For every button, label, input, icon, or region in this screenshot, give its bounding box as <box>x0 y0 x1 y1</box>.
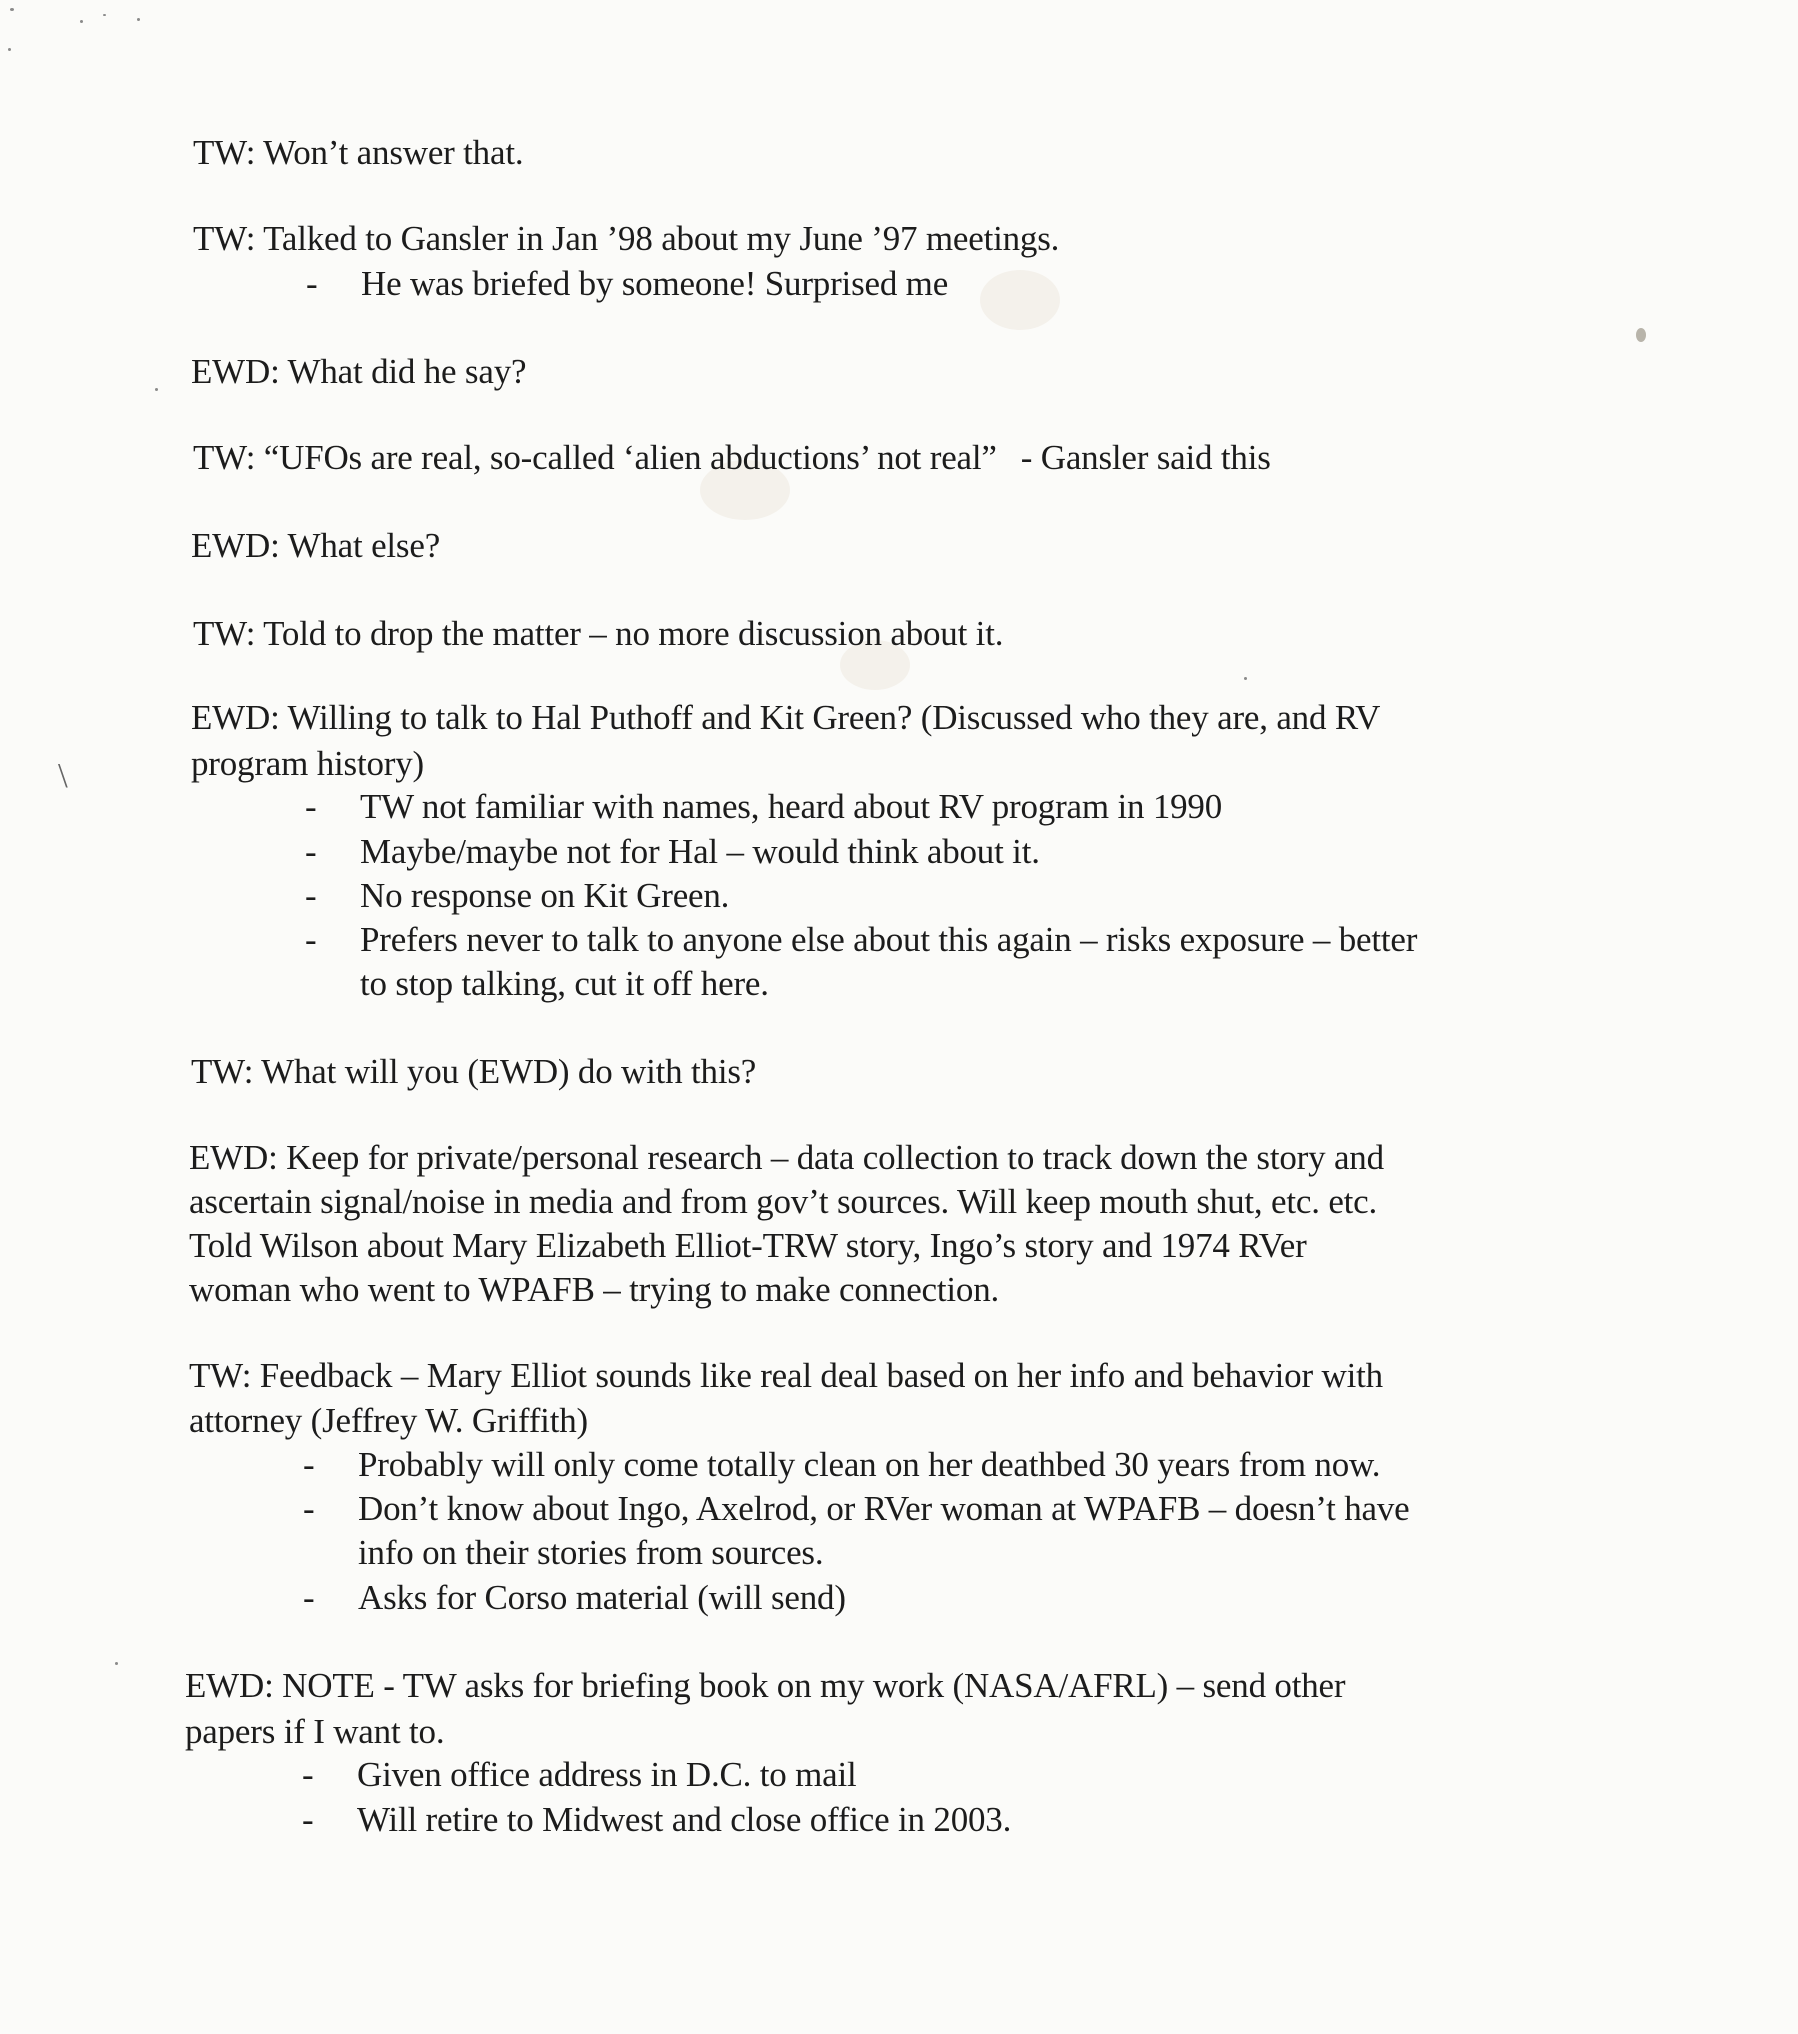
dialogue-line: TW: Feedback – Mary Elliot sounds like real deal based on her info and behavior with <box>189 1356 1383 1395</box>
dialogue-line: EWD: What else? <box>191 526 441 565</box>
scan-speck <box>103 14 106 16</box>
dialogue-line: woman who went to WPAFB – trying to make connection. <box>189 1270 1000 1309</box>
scan-speck <box>155 388 158 391</box>
dialogue-line: EWD: Willing to talk to Hal Puthoff and Kit Green? (Discussed who they are, and RV <box>191 698 1381 737</box>
bullet-text: He was briefed by someone! Surprised me <box>361 264 949 303</box>
dialogue-line: TW: Won’t answer that. <box>193 133 524 172</box>
bullet-text: Probably will only come totally clean on her deathbed 30 years from now. <box>358 1445 1381 1484</box>
bullet-marker: - <box>303 1445 315 1484</box>
dialogue-line: TW: Told to drop the matter – no more discussion about it. <box>193 614 1004 653</box>
bullet-marker: - <box>306 264 318 303</box>
bullet-marker: - <box>302 1800 314 1839</box>
paper-stain <box>980 270 1060 330</box>
bullet-marker: - <box>303 1578 315 1617</box>
dialogue-line: EWD: What did he say? <box>191 352 527 391</box>
stray-pen-mark: \ <box>58 756 68 795</box>
bullet-marker: - <box>305 920 317 959</box>
dialogue-line: TW: What will you (EWD) do with this? <box>191 1052 757 1091</box>
quote-attribution: - Gansler said this <box>1020 438 1271 477</box>
bullet-text: Asks for Corso material (will send) <box>358 1578 846 1617</box>
quote-text: TW: “UFOs are real, so-called ‘alien abductions’ not real” <box>193 438 997 477</box>
scan-speck <box>80 20 83 23</box>
bullet-text: TW not familiar with names, heard about RV program in 1990 <box>360 787 1223 826</box>
dialogue-line <box>193 436 1271 480</box>
dialogue-line: attorney (Jeffrey W. Griffith) <box>189 1401 588 1440</box>
dialogue-line: EWD: NOTE - TW asks for briefing book on my work (NASA/AFRL) – send other <box>185 1666 1346 1705</box>
bullet-text: to stop talking, cut it off here. <box>360 964 769 1003</box>
scan-speck <box>1636 328 1646 342</box>
bullet-text: Given office address in D.C. to mail <box>357 1755 857 1794</box>
scan-speck <box>10 8 14 11</box>
bullet-text: Don’t know about Ingo, Axelrod, or RVer woman at WPAFB – doesn’t have <box>358 1489 1410 1528</box>
dialogue-line: ascertain signal/noise in media and from gov’t sources. Will keep mouth shut, etc. etc. <box>189 1182 1378 1221</box>
dialogue-line: program history) <box>191 744 424 783</box>
bullet-marker: - <box>305 832 317 871</box>
bullet-text: No response on Kit Green. <box>360 876 730 915</box>
scan-speck <box>1244 677 1247 680</box>
bullet-text: Will retire to Midwest and close office in 2003. <box>357 1800 1012 1839</box>
scan-speck <box>137 18 140 21</box>
dialogue-line: TW: Talked to Gansler in Jan ’98 about my June ’97 meetings. <box>193 219 1060 258</box>
bullet-text: info on their stories from sources. <box>358 1533 824 1572</box>
scan-speck <box>8 48 11 51</box>
bullet-marker: - <box>302 1755 314 1794</box>
scan-speck <box>115 1662 118 1665</box>
dialogue-line: Told Wilson about Mary Elizabeth Elliot-TRW story, Ingo’s story and 1974 RVer <box>189 1226 1307 1265</box>
bullet-marker: - <box>305 787 317 826</box>
dialogue-line: papers if I want to. <box>185 1712 445 1751</box>
bullet-marker: - <box>303 1489 315 1528</box>
bullet-text: Prefers never to talk to anyone else about this again – risks exposure – better <box>360 920 1418 959</box>
bullet-text: Maybe/maybe not for Hal – would think about it. <box>360 832 1040 871</box>
dialogue-line: EWD: Keep for private/personal research – data collection to track down the story and <box>189 1138 1384 1177</box>
bullet-marker: - <box>305 876 317 915</box>
